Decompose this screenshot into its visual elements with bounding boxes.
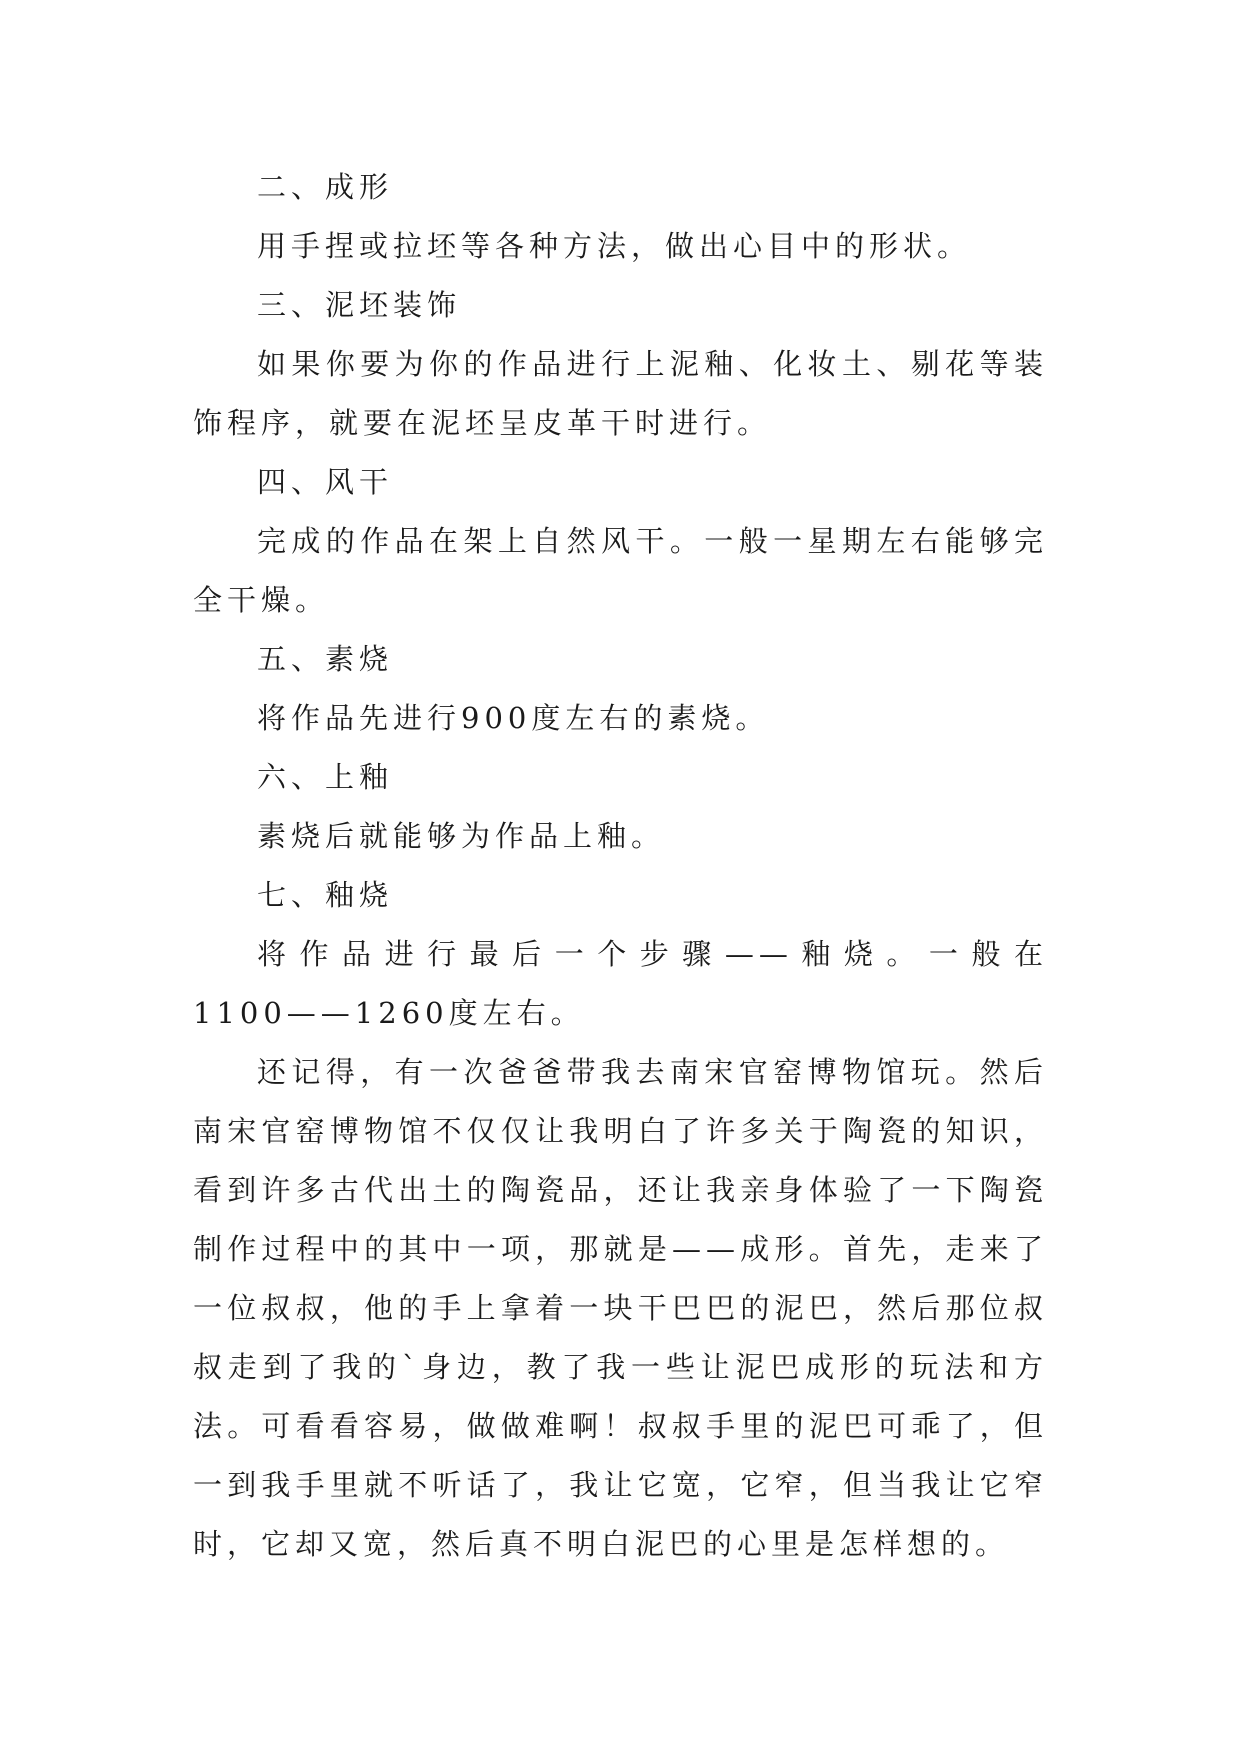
paragraph-step-4: 完成的作品在架上自然风干。一般一星期左右能够完全干燥。 xyxy=(193,524,1048,617)
heading-step-3: 三、泥坯装饰 xyxy=(257,288,462,322)
paragraph-step-6: 素烧后就能够为作品上釉。 xyxy=(257,819,666,853)
paragraph-step-3: 如果你要为你的作品进行上泥釉、化妆土、剔花等装饰程序，就要在泥坯呈皮革干时进行。 xyxy=(193,347,1048,440)
heading-step-7: 七、釉烧 xyxy=(257,878,394,912)
paragraph-step-7-line-1: 将作品进行最后一个步骤——釉烧。一般在 xyxy=(257,937,1048,971)
paragraph-memory: 还记得，有一次爸爸带我去南宋官窑博物馆玩。然后南宋官窑博物馆不仅仅让我明白了许多关于陶瓷的知识，看到许多古代出土的陶瓷品，还让我亲身体验了一下陶瓷制作过程中的其中一项，那就是——成形。首先，走来了一位叔叔，他的手上拿着一块干巴巴的泥巴，然后那位叔叔走到了我的`身边，教了我一些让泥巴成形的玩法和方法。可看看容易，做做难啊！叔叔手里的泥巴可乖了，但一到我手里就不听话了，我让它宽，它窄，但当我让它窄时，它却又宽，然后真不明白泥巴的心里是怎样想的。 xyxy=(193,1055,1048,1561)
paragraph-step-2: 用手捏或拉坯等各种方法，做出心目中的形状。 xyxy=(257,229,972,263)
heading-step-4: 四、风干 xyxy=(257,465,394,499)
paragraph-step-5: 将作品先进行900度左右的素烧。 xyxy=(257,701,770,735)
paragraph-step-7-line-2: 1100——1260度左右。 xyxy=(193,996,585,1030)
paragraph-step-7 xyxy=(193,925,1048,1043)
heading-step-5: 五、素烧 xyxy=(257,642,394,676)
heading-step-2: 二、成形 xyxy=(257,170,394,204)
document-body xyxy=(193,158,1048,1574)
heading-step-6: 六、上釉 xyxy=(257,760,394,794)
